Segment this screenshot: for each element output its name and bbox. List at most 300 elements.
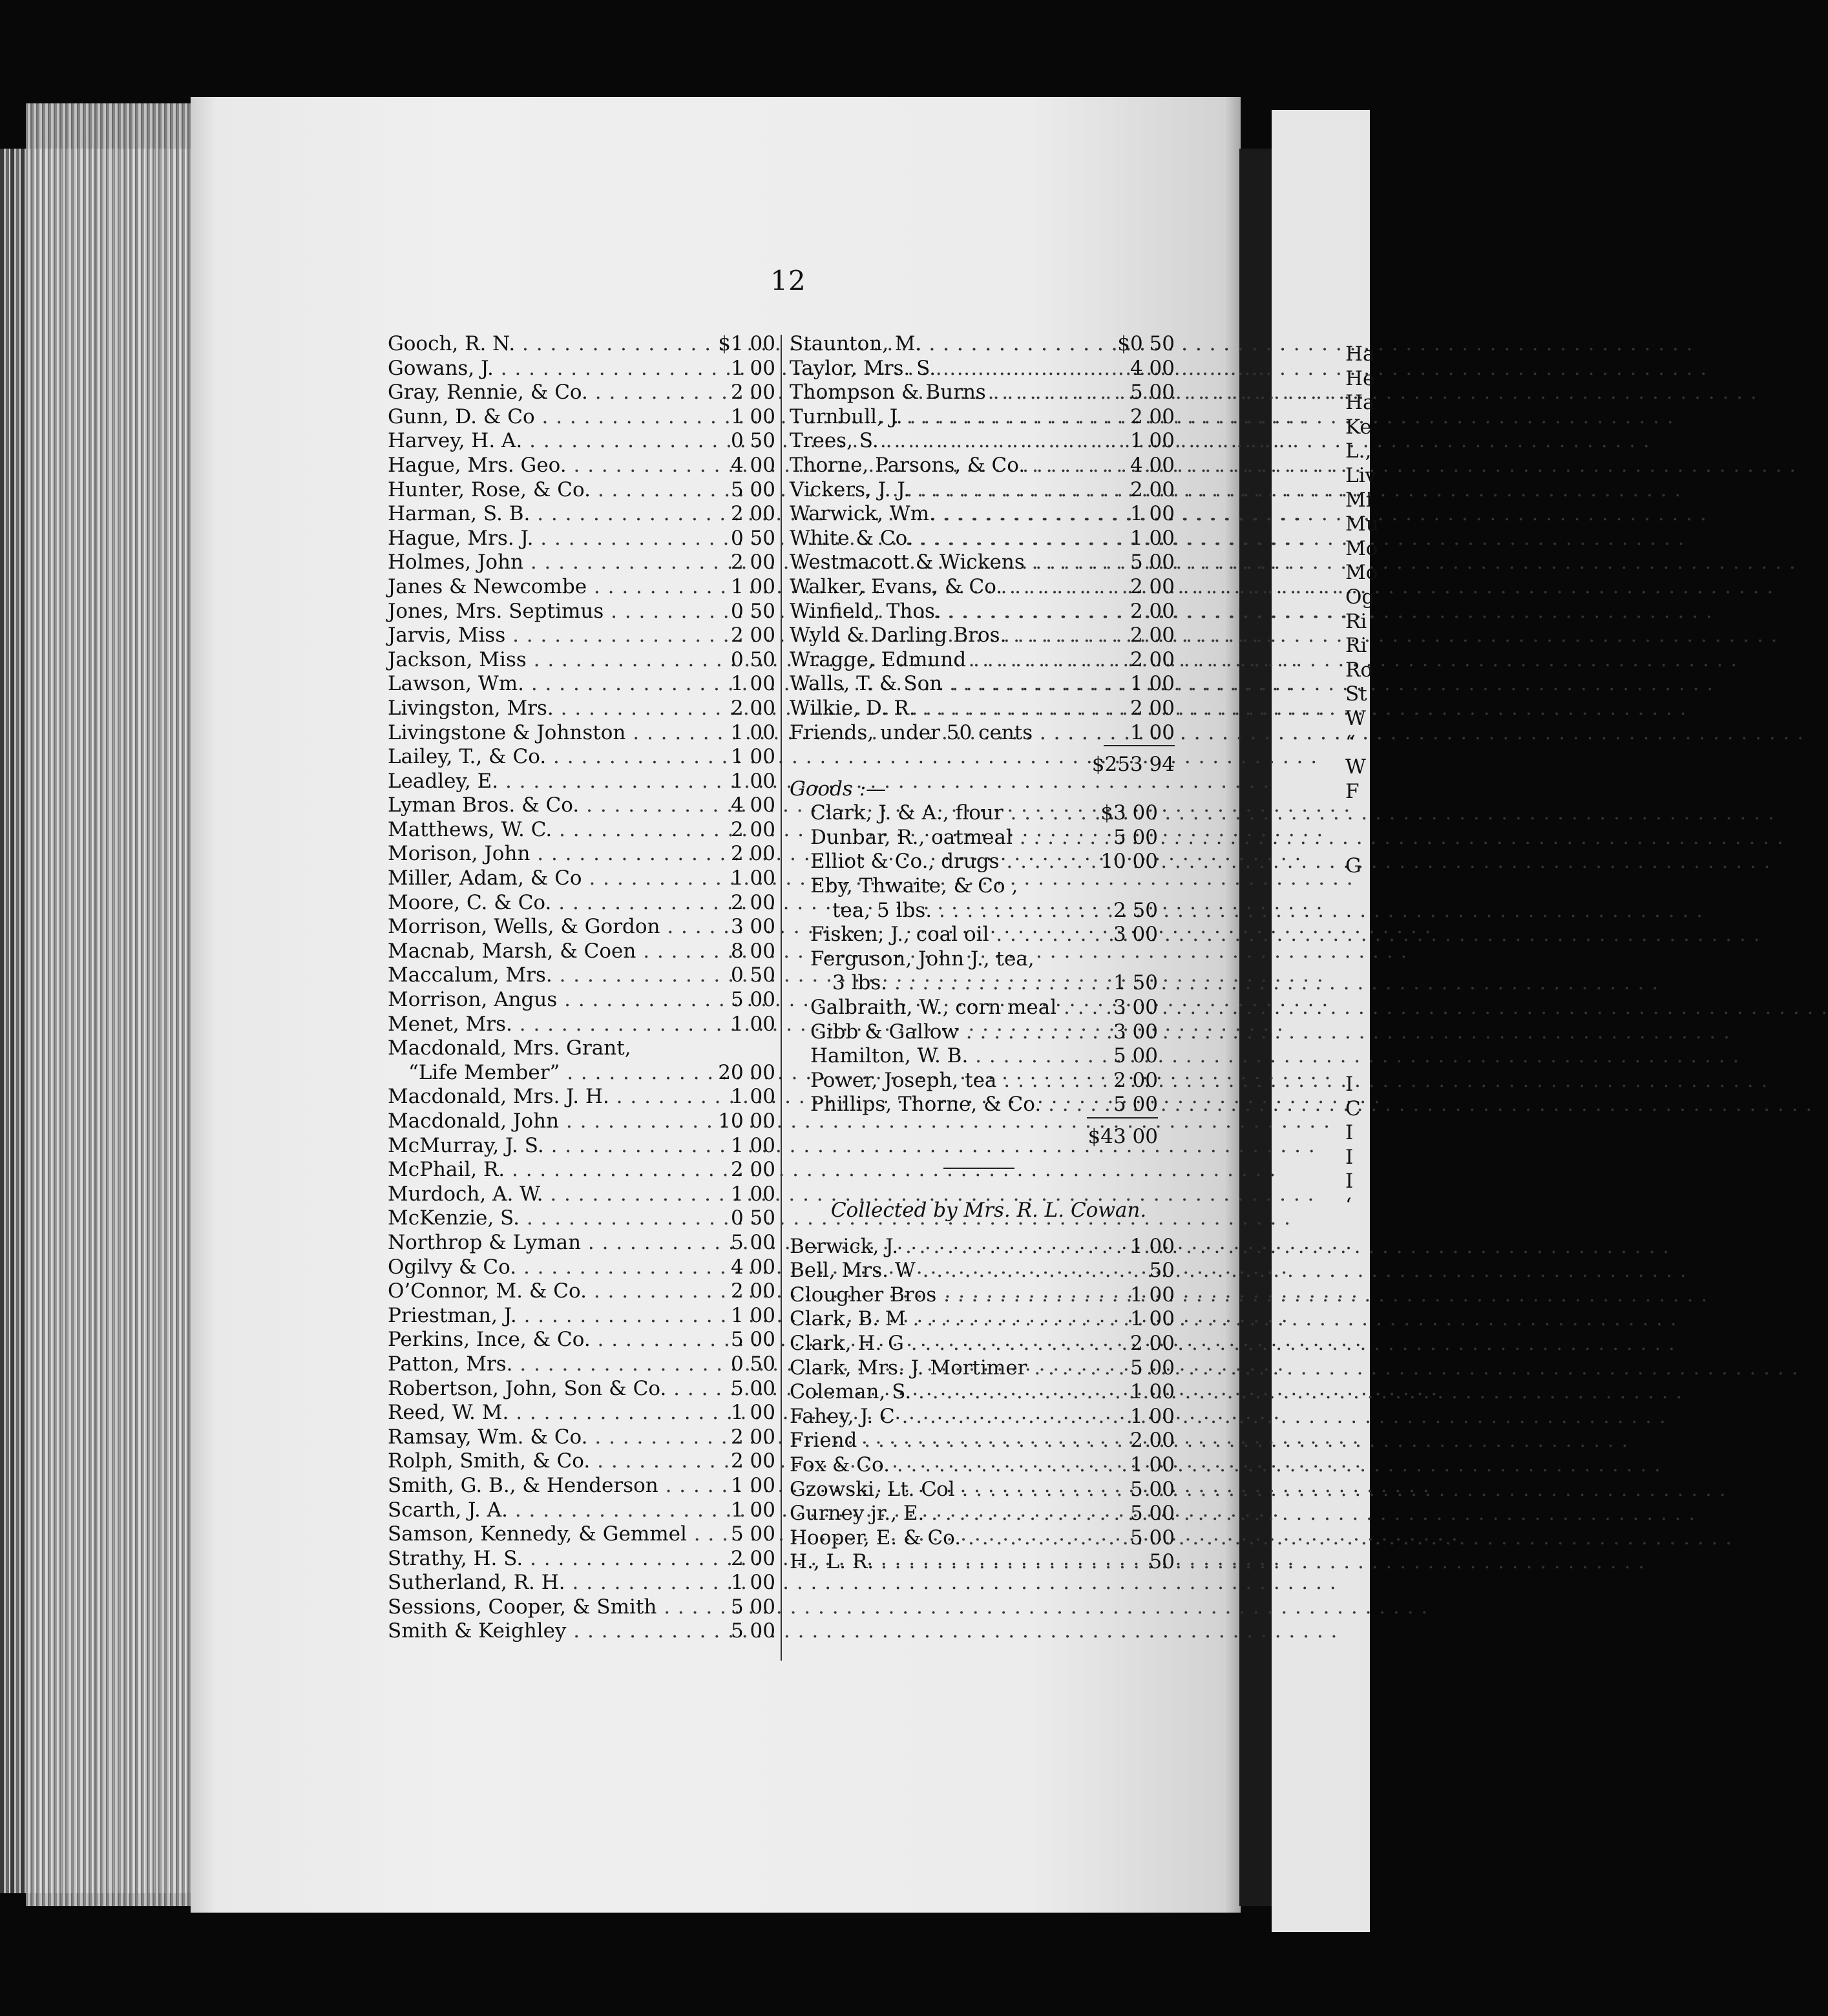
entry-amount: 1 00 <box>730 404 775 428</box>
entry-name: Perkins, Ince, & Co. . . . <box>388 1328 716 1352</box>
right-column <box>790 332 1175 1575</box>
next-page-fragment: Mu <box>1345 512 1379 536</box>
entry-amount: 1 00 <box>730 1498 775 1522</box>
entry-amount: 2 00 <box>1129 696 1175 720</box>
list-item <box>790 332 1175 357</box>
entry-amount: 2 00 <box>730 502 775 526</box>
entry-name: Smith & Keighley . . . <box>388 1619 716 1644</box>
list-item <box>388 478 775 503</box>
next-page-fragment: W <box>1345 707 1366 730</box>
list-item <box>388 1036 775 1061</box>
entry-name: tea, 5 lbs. . . . <box>832 899 1098 923</box>
list-item <box>388 770 775 794</box>
list-item <box>388 793 775 818</box>
next-page-fragment: L., <box>1345 439 1372 463</box>
entry-name: Livingston, Mrs. . . . <box>388 697 716 721</box>
entry-name: Clark, H. G . . . <box>790 1332 1115 1356</box>
entry-name: Morison, John . . . <box>388 842 716 866</box>
entry-name: Morrison, Angus . . . <box>388 988 716 1013</box>
entry-name: Wyld & Darling Bros. . . . <box>790 624 1115 648</box>
entry-name: Gunn, D. & Co . . . <box>388 405 716 430</box>
list-item <box>388 842 775 866</box>
entry-name: Gibb & Gallow . . . <box>810 1020 1098 1045</box>
list-item <box>388 1182 775 1207</box>
entry-amount: 2 00 <box>730 842 775 866</box>
list-item <box>790 551 1175 575</box>
entry-name: Hague, Mrs. Geo. . . . <box>388 454 716 478</box>
section-separator <box>790 1150 1175 1182</box>
next-page-fragment: F <box>1345 779 1360 803</box>
entry-amount: 3 00 <box>1113 996 1158 1020</box>
spacer <box>790 1182 1175 1199</box>
entry-amount: 1 00 <box>1129 1234 1175 1258</box>
entry-amount: 3 00 <box>1113 923 1158 947</box>
entry-name: Ferguson, John J., tea, <box>810 947 1035 971</box>
entry-amount: 5 00 <box>1113 1044 1158 1068</box>
subtotal-rule <box>790 745 1175 753</box>
list-item <box>790 1429 1175 1453</box>
entry-name: Gzowski, Lt. Col . . . <box>790 1478 1115 1502</box>
list-item <box>388 1449 775 1474</box>
list-item <box>790 1356 1175 1381</box>
entry-name: Matthews, W. C. . . . <box>388 818 716 843</box>
section-separator-line <box>943 1168 1014 1169</box>
list-item <box>790 381 1175 405</box>
entry-amount: 1 00 <box>730 745 775 769</box>
entry-amount: 2 00 <box>1129 404 1175 428</box>
entry-amount: $0 50 <box>1117 332 1175 355</box>
list-item <box>790 1526 1175 1551</box>
entry-name: Robertson, John, Son & Co. . . . <box>388 1377 716 1402</box>
list-item <box>790 850 1175 874</box>
list-item <box>790 1044 1175 1069</box>
entry-amount: $1 00 <box>718 332 775 355</box>
entry-name: Leadley, E. . . . <box>388 770 716 794</box>
list-item <box>388 1619 775 1644</box>
entry-amount: 2 00 <box>1129 647 1175 671</box>
entry-amount: 2 00 <box>730 551 775 574</box>
entry-name: Fox & Co. . . . <box>790 1453 1115 1478</box>
entry-name: Clougher Bros . . . <box>790 1283 1115 1308</box>
next-page-fragment: Ha <box>1345 391 1375 415</box>
list-item <box>790 575 1175 600</box>
entry-name: Menet, Mrs. . . . <box>388 1013 716 1037</box>
list-item <box>388 1158 775 1182</box>
entry-amount: 0 50 <box>730 429 775 453</box>
list-item <box>388 527 775 551</box>
entry-amount: 20 00 <box>718 1060 775 1084</box>
next-page-fragment: St <box>1345 682 1367 706</box>
entry-amount: 2 00 <box>730 1425 775 1449</box>
entry-name: Gooch, R. N. . . . <box>388 332 716 357</box>
entry-name: “Life Member” . . . <box>408 1061 716 1086</box>
entry-amount: 0 50 <box>730 1206 775 1230</box>
entry-name: Jarvis, Miss . . . <box>388 624 716 648</box>
entry-name: White & Co. . . . <box>790 527 1115 551</box>
next-page-fragment: Og <box>1345 585 1375 609</box>
list-item <box>790 1380 1175 1405</box>
list-item <box>790 697 1175 721</box>
entry-name: Trees, S. . . . <box>790 429 1115 454</box>
next-page-fragment: “ <box>1345 731 1356 755</box>
entry-name: Eby, Thwaite, & Co , <box>810 874 1018 898</box>
entry-name: Sutherland, R. H. . . . <box>388 1571 716 1595</box>
list-item <box>388 1401 775 1425</box>
entry-amount: 2 00 <box>1129 478 1175 501</box>
list-item <box>388 502 775 527</box>
entry-amount: 5 00 <box>1129 1477 1175 1501</box>
entry-name: Hague, Mrs. J. . . . <box>388 527 716 551</box>
entry-name: Berwick, J. . . . <box>790 1235 1115 1259</box>
next-page-fragment: Mo <box>1345 536 1378 560</box>
next-page-fragment: Ro <box>1345 658 1373 682</box>
list-item <box>388 1206 775 1231</box>
list-item <box>388 454 775 478</box>
next-page-fragment: Ri <box>1345 634 1367 658</box>
entry-amount: 1 00 <box>730 1182 775 1206</box>
next-page-fragment: ‘ <box>1345 1194 1352 1217</box>
entry-name: Hooper, E. & Co. . . . <box>790 1526 1115 1551</box>
entry-amount: 8 00 <box>730 939 775 963</box>
list-item <box>388 648 775 673</box>
entry-amount: 2 00 <box>1129 624 1175 647</box>
next-page-fragment: W <box>1345 755 1366 779</box>
entry-name: Patton, Mrs. . . . <box>388 1352 716 1377</box>
entry-name: Warwick, Wm. . . . <box>790 502 1115 527</box>
list-item <box>790 429 1175 454</box>
entry-amount: 2 50 <box>1113 898 1158 922</box>
entry-amount: 4 00 <box>1129 356 1175 380</box>
entry-name: Lyman Bros. & Co. . . . <box>388 793 716 818</box>
page-number: 12 <box>770 265 806 297</box>
list-item <box>388 672 775 697</box>
list-item <box>388 1425 775 1450</box>
entry-name: Samson, Kennedy, & Gemmel . . . <box>388 1522 716 1547</box>
entry-amount: 10 00 <box>1100 850 1158 874</box>
list-item <box>388 1352 775 1377</box>
list-item <box>388 866 775 891</box>
next-page-fragment: I <box>1345 1170 1354 1193</box>
entry-name: 3 lbs. . . . <box>832 971 1098 996</box>
list-item <box>388 1231 775 1255</box>
entry-name: Coleman, S. . . . <box>790 1380 1115 1405</box>
entry-amount: 0 50 <box>730 647 775 671</box>
entry-name: Friends, under 50 cents . . . <box>790 721 1115 746</box>
next-page-fragment: Ha <box>1345 342 1375 366</box>
list-item <box>790 1093 1175 1117</box>
list-item <box>388 405 775 430</box>
entry-amount: 1 00 <box>730 866 775 890</box>
entry-amount: 1 00 <box>730 1401 775 1425</box>
list-item <box>790 1235 1175 1259</box>
entry-amount: 1 00 <box>1129 672 1175 696</box>
list-item <box>388 1134 775 1159</box>
entry-amount: 5 00 <box>730 1376 775 1400</box>
entry-name: Maccalum, Mrs. . . . <box>388 963 716 988</box>
entry-name: Thompson & Burns . . . <box>790 381 1115 405</box>
list-item <box>388 551 775 575</box>
list-item <box>790 971 1175 996</box>
list-item <box>388 1377 775 1402</box>
entry-name: H., L. R. . . . <box>790 1550 1115 1575</box>
entry-amount: 2 00 <box>1113 1068 1158 1092</box>
entry-amount: 2 00 <box>730 1279 775 1303</box>
list-item <box>388 963 775 988</box>
entry-name: Scarth, J. A. . . . <box>388 1498 716 1523</box>
list-item <box>790 1259 1175 1283</box>
entry-amount: 1 00 <box>730 769 775 793</box>
entry-name: McPhail, R. . . . <box>388 1158 716 1182</box>
list-item <box>388 1595 775 1620</box>
entry-amount: 2 00 <box>730 817 775 841</box>
entry-name: Macdonald, Mrs. J. H. . . . <box>388 1085 716 1109</box>
list-item <box>790 1020 1175 1045</box>
list-item <box>388 721 775 746</box>
entry-name: Taylor, Mrs. S. . . . <box>790 357 1115 381</box>
entry-name: Vickers, J. J. . . . <box>790 478 1115 503</box>
entry-name: Walls, T. & Son . . . <box>790 672 1115 697</box>
list-item <box>790 454 1175 478</box>
entry-name: McMurray, J. S. . . . <box>388 1134 716 1159</box>
list-item <box>388 1304 775 1328</box>
entry-amount: 5 00 <box>730 988 775 1012</box>
entry-amount: 1 00 <box>1129 1404 1175 1428</box>
entry-amount: 5 00 <box>730 1522 775 1546</box>
entry-name: Murdoch, A. W. . . . <box>388 1182 716 1207</box>
list-item <box>790 405 1175 430</box>
entry-name: O’Connor, M. & Co. . . . <box>388 1279 716 1304</box>
entry-amount: 0 50 <box>730 1352 775 1376</box>
entry-amount: 4 00 <box>730 793 775 817</box>
entry-amount: 5 00 <box>730 1595 775 1619</box>
entry-name: Ramsay, Wm. & Co. . . . <box>388 1425 716 1450</box>
list-item <box>388 1328 775 1352</box>
collected-heading: Collected by Mrs. R. L. Cowan. <box>830 1198 1147 1222</box>
entry-name: Macnab, Marsh, & Coen . . . <box>388 940 716 964</box>
list-item <box>790 899 1175 923</box>
entry-amount: 1 00 <box>730 1085 775 1109</box>
entry-name: Dunbar, R., oatmeal . . . <box>810 826 1098 850</box>
entry-name: Macdonald, Mrs. Grant, <box>388 1036 631 1060</box>
entry-name: Power, Joseph, tea . . . <box>810 1069 1098 1093</box>
book-page-edges-inner <box>26 103 191 1906</box>
list-item <box>790 826 1175 850</box>
entry-amount: 4 00 <box>1129 453 1175 477</box>
entry-amount: 5 00 <box>730 1230 775 1254</box>
entry-amount: 1 00 <box>730 720 775 744</box>
list-item <box>388 745 775 770</box>
entry-amount: 3 00 <box>1113 1020 1158 1044</box>
entry-name: Smith, G. B., & Henderson . . . <box>388 1474 716 1498</box>
list-item <box>790 874 1175 899</box>
entry-amount: $3 00 <box>1100 801 1158 825</box>
list-item <box>790 600 1175 624</box>
entry-amount: 2 00 <box>1129 1429 1175 1453</box>
next-page-fragment: Ke <box>1345 415 1372 439</box>
entry-name: Sessions, Cooper, & Smith . . . <box>388 1595 716 1620</box>
list-item <box>388 1061 775 1086</box>
list-item <box>790 923 1175 947</box>
list-item <box>388 1013 775 1037</box>
list-item <box>790 996 1175 1020</box>
entry-amount: 1 00 <box>1129 526 1175 550</box>
list-item <box>790 357 1175 381</box>
entry-name: Moore, C. & Co. . . . <box>388 891 716 916</box>
entry-amount: 5 00 <box>1129 1502 1175 1526</box>
list-item <box>790 502 1175 527</box>
list-item <box>790 1550 1175 1575</box>
list-item <box>388 1255 775 1280</box>
entry-name: Elliot & Co., drugs . . . <box>810 850 1098 874</box>
entry-name: Clark, J. & A., flour . . . <box>810 801 1098 826</box>
list-item <box>388 575 775 600</box>
entry-name: Reed, W. M. . . . <box>388 1401 716 1425</box>
entry-amount: 50 <box>1149 1550 1175 1574</box>
list-item <box>388 1279 775 1304</box>
entry-name: Priestman, J. . . . <box>388 1304 716 1328</box>
entry-amount: 1 00 <box>1129 1453 1175 1476</box>
entry-amount: 2 00 <box>1129 1331 1175 1355</box>
entry-name: Lailey, T., & Co. . . . <box>388 745 716 770</box>
entry-amount: 10 00 <box>718 1109 775 1133</box>
entry-amount: 1 00 <box>1129 1307 1175 1331</box>
entry-amount: 0 50 <box>730 599 775 623</box>
entry-name: Morrison, Wells, & Gordon . . . <box>388 915 716 940</box>
list-item <box>790 478 1175 503</box>
next-page-fragment: I <box>1345 1121 1354 1145</box>
left-column <box>388 332 775 1644</box>
entry-amount: 1 00 <box>1129 1380 1175 1404</box>
list-item <box>790 1069 1175 1093</box>
next-page-fragment: He <box>1345 366 1375 390</box>
entry-amount: 5 00 <box>1129 1356 1175 1380</box>
entry-amount: 1 00 <box>730 1133 775 1157</box>
list-item <box>790 527 1175 551</box>
entry-name: Janes & Newcombe . . . <box>388 575 716 600</box>
entry-amount: 2 00 <box>730 381 775 404</box>
entry-amount: 2 00 <box>730 890 775 914</box>
entry-name: Miller, Adam, & Co . . . <box>388 866 716 891</box>
list-item <box>388 1474 775 1498</box>
goods-heading: Goods :— <box>790 777 887 801</box>
entry-name: McKenzie, S. . . . <box>388 1206 716 1231</box>
entry-name: Gowans, J. . . . <box>388 357 716 381</box>
entry-name: Jones, Mrs. Septimus . . . <box>388 600 716 624</box>
entry-name: Strathy, H. S. . . . <box>388 1547 716 1571</box>
list-item <box>388 988 775 1013</box>
entry-amount: 1 00 <box>1129 502 1175 526</box>
entry-name: Macdonald, John . . . <box>388 1109 716 1134</box>
subtotal: $253 94 <box>1091 753 1175 777</box>
entry-amount: 1 00 <box>1129 429 1175 453</box>
list-item <box>790 1283 1175 1308</box>
list-item <box>388 1085 775 1109</box>
entry-name: Staunton, M. . . . <box>790 332 1115 357</box>
entry-name: Galbraith, W., corn meal . . . <box>810 996 1098 1020</box>
list-item <box>388 624 775 648</box>
entry-amount: 5 00 <box>730 1328 775 1352</box>
entry-amount: 5 00 <box>1129 1526 1175 1549</box>
list-item <box>790 1307 1175 1332</box>
goods-total: $43 00 <box>1087 1125 1158 1148</box>
entry-name: Fahey, J. C . . . <box>790 1405 1115 1429</box>
next-page-fragment: Liv <box>1345 464 1377 487</box>
entry-name: Winfield, Thos. . . . <box>790 600 1115 624</box>
entry-amount: 50 <box>1149 1259 1175 1283</box>
subtotal-rule-line <box>1104 745 1175 746</box>
entry-amount: 2 00 <box>730 1546 775 1570</box>
entry-name: Jackson, Miss . . . <box>388 648 716 673</box>
entry-name: Hamilton, W. B. . . . <box>810 1044 1098 1069</box>
next-page-fragment: C <box>1345 1097 1361 1120</box>
entry-name: Thorne, Parsons, & Co. . . . <box>790 454 1115 478</box>
goods-total-rule-line <box>1087 1117 1158 1118</box>
entry-amount: 2 00 <box>1129 599 1175 623</box>
entry-amount: 5 00 <box>730 1619 775 1643</box>
entry-amount: 1 50 <box>1113 971 1158 995</box>
entry-amount: 5 00 <box>1113 1093 1158 1117</box>
entry-amount: 5 00 <box>730 478 775 501</box>
list-item <box>790 801 1175 826</box>
list-item <box>388 600 775 624</box>
entry-amount: 4 00 <box>730 1255 775 1279</box>
entry-name: Turnbull, J. . . . <box>790 405 1115 430</box>
entry-amount: 2 00 <box>730 1449 775 1473</box>
next-page-fragment: Mo <box>1345 561 1378 585</box>
next-page-fragment: G <box>1345 854 1361 877</box>
entry-name: Phillips, Thorne, & Co. . . . <box>810 1093 1098 1117</box>
entry-name: Lawson, Wm. . . . <box>388 672 716 697</box>
entry-name: Fisken, J., coal oil . . . <box>810 923 1098 947</box>
entry-name: Harvey, H. A. . . . <box>388 429 716 454</box>
entry-amount: 5 00 <box>1129 551 1175 574</box>
list-item <box>388 332 775 357</box>
list-item <box>790 947 1175 972</box>
entry-name: Friend . . . <box>790 1429 1115 1453</box>
list-item <box>790 624 1175 648</box>
list-item <box>388 818 775 843</box>
entry-name: Walker, Evans, & Co. . . . <box>790 575 1115 600</box>
next-page-fragment: Mi <box>1345 488 1372 512</box>
list-item <box>790 721 1175 746</box>
list-item <box>790 672 1175 697</box>
entry-amount: 4 00 <box>730 453 775 477</box>
list-item <box>790 1502 1175 1526</box>
entry-name: Northrop & Lyman . . . <box>388 1231 716 1255</box>
list-item <box>790 1478 1175 1502</box>
entry-amount: 1 00 <box>1129 720 1175 744</box>
entry-name: Gray, Rennie, & Co. . . . <box>388 381 716 405</box>
entry-name: Ogilvy & Co. . . . <box>388 1255 716 1280</box>
list-item <box>388 357 775 381</box>
entry-amount: 0 50 <box>730 963 775 987</box>
goods-total-rule <box>790 1117 1175 1125</box>
entry-amount: 1 00 <box>730 356 775 380</box>
entry-amount: 1 00 <box>730 574 775 598</box>
entry-name: Wragge, Edmund . . . <box>790 648 1115 673</box>
entry-name: Westmacott & Wickens . . . <box>790 551 1115 575</box>
entry-amount: 1 00 <box>730 1303 775 1327</box>
entry-amount: 5 00 <box>1113 825 1158 849</box>
entry-name: Rolph, Smith, & Co. . . . <box>388 1449 716 1474</box>
list-item <box>388 381 775 405</box>
entry-name: Wilkie, D. R. . . . <box>790 697 1115 721</box>
entry-amount: 5 00 <box>1129 381 1175 404</box>
entry-name: Holmes, John . . . <box>388 551 716 575</box>
entry-name: Bell, Mrs. W . . . <box>790 1259 1115 1283</box>
list-item <box>388 940 775 964</box>
list-item <box>388 1498 775 1523</box>
